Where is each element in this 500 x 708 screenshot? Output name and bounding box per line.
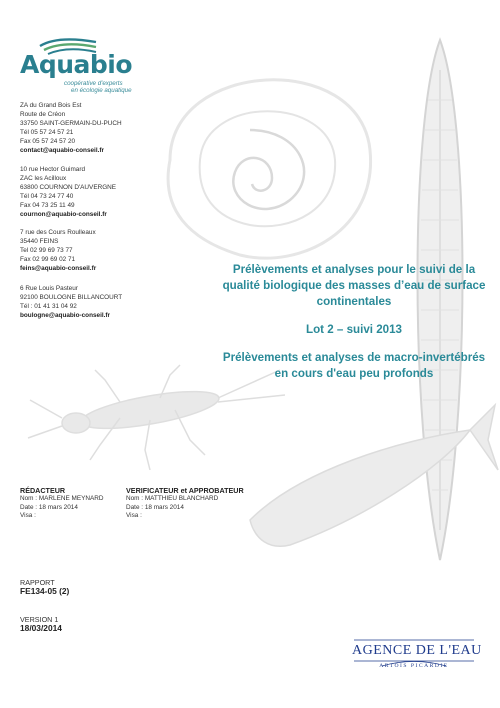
fish-drawing: [250, 405, 498, 546]
logo-tagline-2: en écologie aquatique: [71, 87, 132, 94]
lot-title: Lot 2 – suivi 2013: [305, 323, 403, 336]
version-date: 18/03/2014: [20, 623, 62, 634]
logo-wordmark: Aquabio: [20, 50, 133, 79]
email-link[interactable]: feins@aquabio-conseil.fr: [20, 264, 97, 272]
report-number: FE134-05 (2): [20, 586, 70, 597]
agency-name: AGENCE DE L'EAU: [352, 643, 482, 658]
address-block-saint-germain: ZA du Grand Bois Est Route de Créon 33750 SAINT-GERMAIN-DU-PUCH Tél 05 57 24 57 21 Fax 05 57 24 57 20 contact@aquabio-conseil.fr: [20, 102, 122, 154]
agence-de-l-eau-logo: [352, 634, 482, 672]
agency-region: ARTOIS PICARDIE: [379, 663, 449, 669]
version-block: VERSION 1 18/03/2014: [20, 615, 62, 634]
main-title: Prélèvements et analyses pour le suivi de la qualité biologique des masses d’eau de surface continentales: [222, 263, 486, 308]
aquabio-logo: [20, 36, 150, 96]
email-link[interactable]: boulogne@aquabio-conseil.fr: [20, 311, 111, 319]
report-number-block: RAPPORT FE134-05 (2): [20, 578, 70, 597]
logo-tagline-1: coopérative d'experts: [64, 80, 123, 87]
document-title-block: [222, 262, 486, 382]
verificateur-block: VERIFICATEUR et APPROBATEUR Nom : MATTHIEU BLANCHARD Date : 18 mars 2014 Visa :: [126, 486, 244, 520]
redacteur-block: RÉDACTEUR Nom : MARLENE MEYNARD Date : 18 mars 2014 Visa :: [20, 486, 104, 520]
address-block-boulogne: 6 Rue Louis Pasteur 92100 BOULOGNE BILLANCOURT Tél : 01 41 31 04 92 boulogne@aquabio-conseil.fr: [20, 285, 123, 319]
email-link[interactable]: contact@aquabio-conseil.fr: [20, 146, 104, 154]
subtitle: Prélèvements et analyses de macro-invertébrés en cours d'eau peu profonds: [222, 351, 486, 380]
address-block-feins: 7 rue des Cours Roulleaux 35440 FEINS Tel 02 99 69 73 77 Fax 02 99 69 02 71 feins@aquabio-conseil.fr: [20, 229, 97, 272]
email-link[interactable]: cournon@aquabio-conseil.fr: [20, 210, 107, 218]
ammonite-shell-drawing: [233, 130, 304, 209]
address-block-cournon: 10 rue Hector Guimard ZAC les Acilloux 63800 COURNON D'AUVERGNE Tél 04 73 24 77 40 Fax 04 73 25 11 49 cournon@aquabio-conseil.fr: [20, 166, 117, 218]
